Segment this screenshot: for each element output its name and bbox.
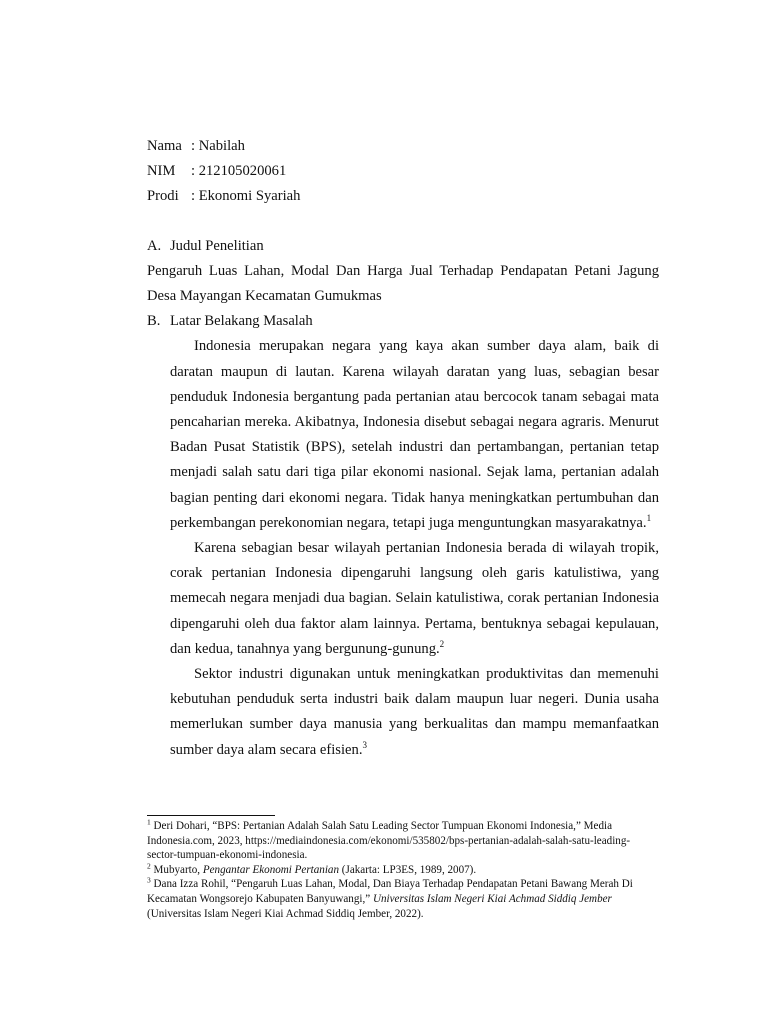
section-a-heading bbox=[147, 234, 659, 259]
section-marker: B. bbox=[147, 313, 161, 330]
section-title: Latar Belakang Masalah bbox=[170, 313, 313, 330]
footnote-italic-title: Universitas Islam Negeri Kiai Achmad Siddiq Jember bbox=[372, 892, 612, 905]
footnote bbox=[147, 863, 647, 878]
footnote-text: (Jakarta: LP3ES, 1989, 2007). bbox=[339, 863, 477, 876]
info-value: : Ekonomi Syariah bbox=[191, 188, 301, 204]
footnote-number: 2 bbox=[147, 861, 151, 871]
footnotes bbox=[147, 819, 647, 921]
main-content bbox=[147, 134, 659, 763]
footnote-number: 1 bbox=[147, 817, 151, 827]
footnote-text: Dana Izza Rohil, “Pengaruh Luas Lahan, Modal, Dan Biaya Terhadap Pendapatan Petani Bawang Merah Di Kecamatan Wongsorejo Kabupaten Banyuwangi,” bbox=[147, 878, 633, 905]
section-b-heading bbox=[147, 309, 659, 334]
section-b-body bbox=[170, 334, 659, 762]
footnote-ref[interactable]: 3 bbox=[362, 739, 367, 750]
footnote-text: Mubyarto, bbox=[153, 863, 203, 876]
research-title: Pengaruh Luas Lahan, Modal Dan Harga Jual Terhadap Pendapatan Petani Jagung Desa Mayangan Kecamatan Gumukmas bbox=[147, 263, 659, 305]
section-b bbox=[147, 309, 659, 762]
section-marker: A. bbox=[147, 238, 162, 254]
spacer bbox=[147, 209, 659, 234]
footnote bbox=[147, 819, 647, 863]
footnote-separator bbox=[147, 815, 275, 816]
info-row-nama bbox=[147, 134, 659, 159]
footnote-text: (Universitas Islam Negeri Kiai Achmad Siddiq Jember, 2022). bbox=[147, 907, 424, 920]
section-title: Judul Penelitian bbox=[170, 238, 264, 254]
footnote-number: 3 bbox=[147, 875, 151, 885]
footnote-italic-title: Pengantar Ekonomi Pertanian bbox=[202, 863, 340, 876]
footnote-ref[interactable]: 2 bbox=[439, 638, 445, 649]
info-label: Prodi bbox=[147, 188, 179, 204]
footnote-text: Deri Dohari, “BPS: Pertanian Adalah Salah Satu Leading Sector Tumpuan Ekonomi Indonesia,” Media Indonesia.com, 2023, https://mediaindonesia.com/ekonomi/535802/bps-pertanian-adalah-salah-satu-leading-sector-tumpuan-ekonomi-indonesia. bbox=[147, 820, 631, 862]
info-row-nim bbox=[147, 159, 659, 184]
paragraph bbox=[170, 536, 659, 662]
info-value: : 212105020061 bbox=[191, 163, 287, 179]
paragraph-text: Indonesia merupakan negara yang kaya akan sumber daya alam, baik di daratan maupun di lautan. Karena wilayah daratan yang luas, sebagian besar penduduk Indonesia bergantung pada pertanian atau bercocok tanam sebagai mata pencaharian mereka. Akibatnya, Indonesia disebut sebagai negara agraris. Menurut Badan Pusat Statistik (BPS), setelah industri dan pertambangan, pertanian tetap menjadi salah satu dari tiga pilar ekonomi nasional. Sejak lama, pertanian adalah bagian penting dari ekonomi negara. Tidak hanya meningkatkan pertumbuhan dan perkembangan perekonomian negara, tetapi juga menguntungkan masyarakatnya. bbox=[170, 338, 659, 531]
info-label: NIM bbox=[147, 163, 176, 179]
info-row-prodi bbox=[147, 184, 659, 209]
info-label: Nama bbox=[147, 138, 182, 154]
footnote-ref[interactable]: 1 bbox=[646, 512, 652, 523]
section-a bbox=[147, 234, 659, 309]
student-info bbox=[147, 134, 659, 209]
paragraph-text: Sektor industri digunakan untuk meningkatkan produktivitas dan memenuhi kebutuhan penduduk serta industri baik dalam maupun luar negeri. Dunia usaha memerlukan sumber daya manusia yang berkualitas dan mampu memanfaatkan sumber daya alam secara efisien. bbox=[170, 666, 659, 758]
paragraph bbox=[170, 662, 659, 763]
paragraph-text: Karena sebagian besar wilayah pertanian Indonesia berada di wilayah tropik, corak pertanian Indonesia dipengaruhi langsung oleh garis katulistiwa, yang memecah negara menjadi dua bagian. Selain katulistiwa, corak pertanian Indonesia dipengaruhi oleh dua faktor alam lainnya. Pertama, bentuknya sebagai kepulauan, dan kedua, tanahnya yang bergunung-gunung. bbox=[170, 540, 659, 657]
info-value: : Nabilah bbox=[191, 138, 245, 154]
footnote bbox=[147, 877, 647, 921]
paragraph bbox=[170, 334, 659, 536]
